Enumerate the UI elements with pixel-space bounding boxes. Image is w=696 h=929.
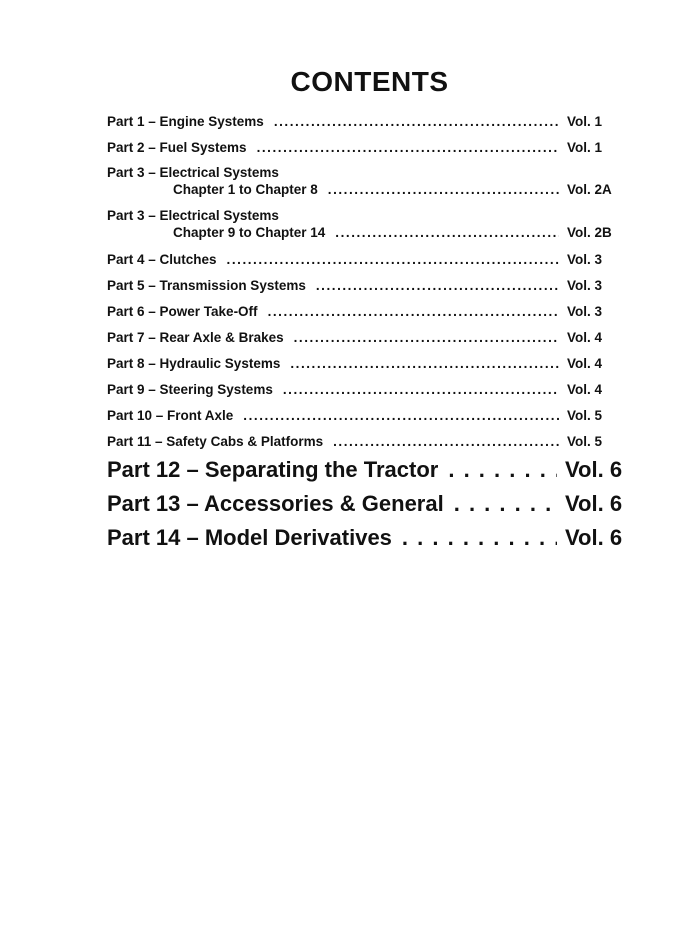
toc-entry-volume: Vol. 6 bbox=[565, 457, 623, 482]
toc-entry-title: Part 5 – Transmission Systems bbox=[107, 278, 306, 293]
dot-leader bbox=[316, 277, 559, 294]
dot-leader bbox=[257, 139, 559, 156]
toc-entry-volume: Vol. 4 bbox=[567, 330, 603, 345]
toc-entry-title: Part 14 – Model Derivatives bbox=[107, 525, 392, 550]
toc-entry-title: Part 1 – Engine Systems bbox=[107, 114, 264, 129]
toc-entry-volume: Vol. 6 bbox=[565, 525, 623, 550]
dot-leader bbox=[402, 525, 557, 551]
toc-entry-title: Part 4 – Clutches bbox=[107, 252, 217, 267]
toc-entry-title: Part 7 – Rear Axle & Brakes bbox=[107, 330, 284, 345]
toc-entry-volume: Vol. 5 bbox=[567, 408, 603, 423]
toc-entry-volume: Vol. 3 bbox=[567, 252, 603, 267]
dot-leader bbox=[333, 433, 559, 450]
toc-entry-volume: Vol. 3 bbox=[567, 278, 603, 293]
toc-entry-title: Part 8 – Hydraulic Systems bbox=[107, 356, 281, 371]
toc-entry-part-8[interactable] bbox=[107, 355, 627, 372]
toc-entry-title: Part 3 – Electrical Systems bbox=[107, 165, 279, 180]
dot-leader bbox=[448, 457, 557, 483]
dot-leader bbox=[268, 303, 559, 320]
toc-entry-part-13[interactable] bbox=[107, 491, 627, 517]
toc-entry-title: Part 9 – Steering Systems bbox=[107, 382, 273, 397]
toc-entry-part-7[interactable] bbox=[107, 329, 627, 346]
page-title: CONTENTS bbox=[290, 66, 449, 97]
dot-leader bbox=[283, 381, 559, 398]
toc-entry-part-12[interactable] bbox=[107, 457, 627, 483]
toc-entry-title: Part 2 – Fuel Systems bbox=[107, 140, 247, 155]
toc-entry-part-9[interactable] bbox=[107, 381, 627, 398]
dot-leader bbox=[290, 355, 559, 372]
toc-entry-volume: Vol. 5 bbox=[567, 434, 603, 449]
toc-entry-volume: Vol. 4 bbox=[567, 356, 603, 371]
toc-entry-part-4[interactable] bbox=[107, 251, 627, 268]
toc-entry-part-11[interactable] bbox=[107, 433, 627, 450]
dot-leader bbox=[294, 329, 559, 346]
toc-entry-title: Part 11 – Safety Cabs & Platforms bbox=[107, 434, 324, 449]
toc-entry-subtitle: Chapter 9 to Chapter 14 bbox=[173, 225, 326, 240]
toc-entry-volume: Vol. 1 bbox=[567, 140, 603, 155]
toc-entry-part-5[interactable] bbox=[107, 277, 627, 294]
dot-leader bbox=[454, 491, 557, 517]
dot-leader bbox=[274, 113, 559, 130]
toc-entry-part-14[interactable] bbox=[107, 525, 627, 551]
toc-entry-volume: Vol. 2B bbox=[567, 225, 612, 240]
toc-entry-volume: Vol. 6 bbox=[565, 491, 623, 516]
toc-entry-part-6[interactable] bbox=[107, 303, 627, 320]
toc-entry-title: Part 10 – Front Axle bbox=[107, 408, 234, 423]
toc-entry-subtitle: Chapter 1 to Chapter 8 bbox=[173, 182, 318, 197]
toc-entry-volume: Vol. 3 bbox=[567, 304, 603, 319]
dot-leader bbox=[243, 407, 559, 424]
toc-entry-part-3-vol-2a[interactable] bbox=[107, 164, 627, 198]
toc-entry-title: Part 3 – Electrical Systems bbox=[107, 208, 279, 223]
toc-entry-title: Part 13 – Accessories & General bbox=[107, 491, 444, 516]
toc-entry-volume: Vol. 4 bbox=[567, 382, 603, 397]
dot-leader bbox=[335, 224, 559, 241]
dot-leader bbox=[328, 181, 559, 198]
toc-entry-part-10[interactable] bbox=[107, 407, 627, 424]
toc-entry-volume: Vol. 1 bbox=[567, 114, 603, 129]
toc-entry-title: Part 6 – Power Take-Off bbox=[107, 304, 258, 319]
toc-entry-part-1[interactable] bbox=[107, 113, 627, 130]
dot-leader bbox=[227, 251, 559, 268]
toc-entry-part-2[interactable] bbox=[107, 139, 627, 156]
toc-entry-part-3-vol-2b[interactable] bbox=[107, 207, 627, 241]
toc-entry-title: Part 12 – Separating the Tractor bbox=[107, 457, 439, 482]
toc-entry-volume: Vol. 2A bbox=[567, 182, 612, 197]
